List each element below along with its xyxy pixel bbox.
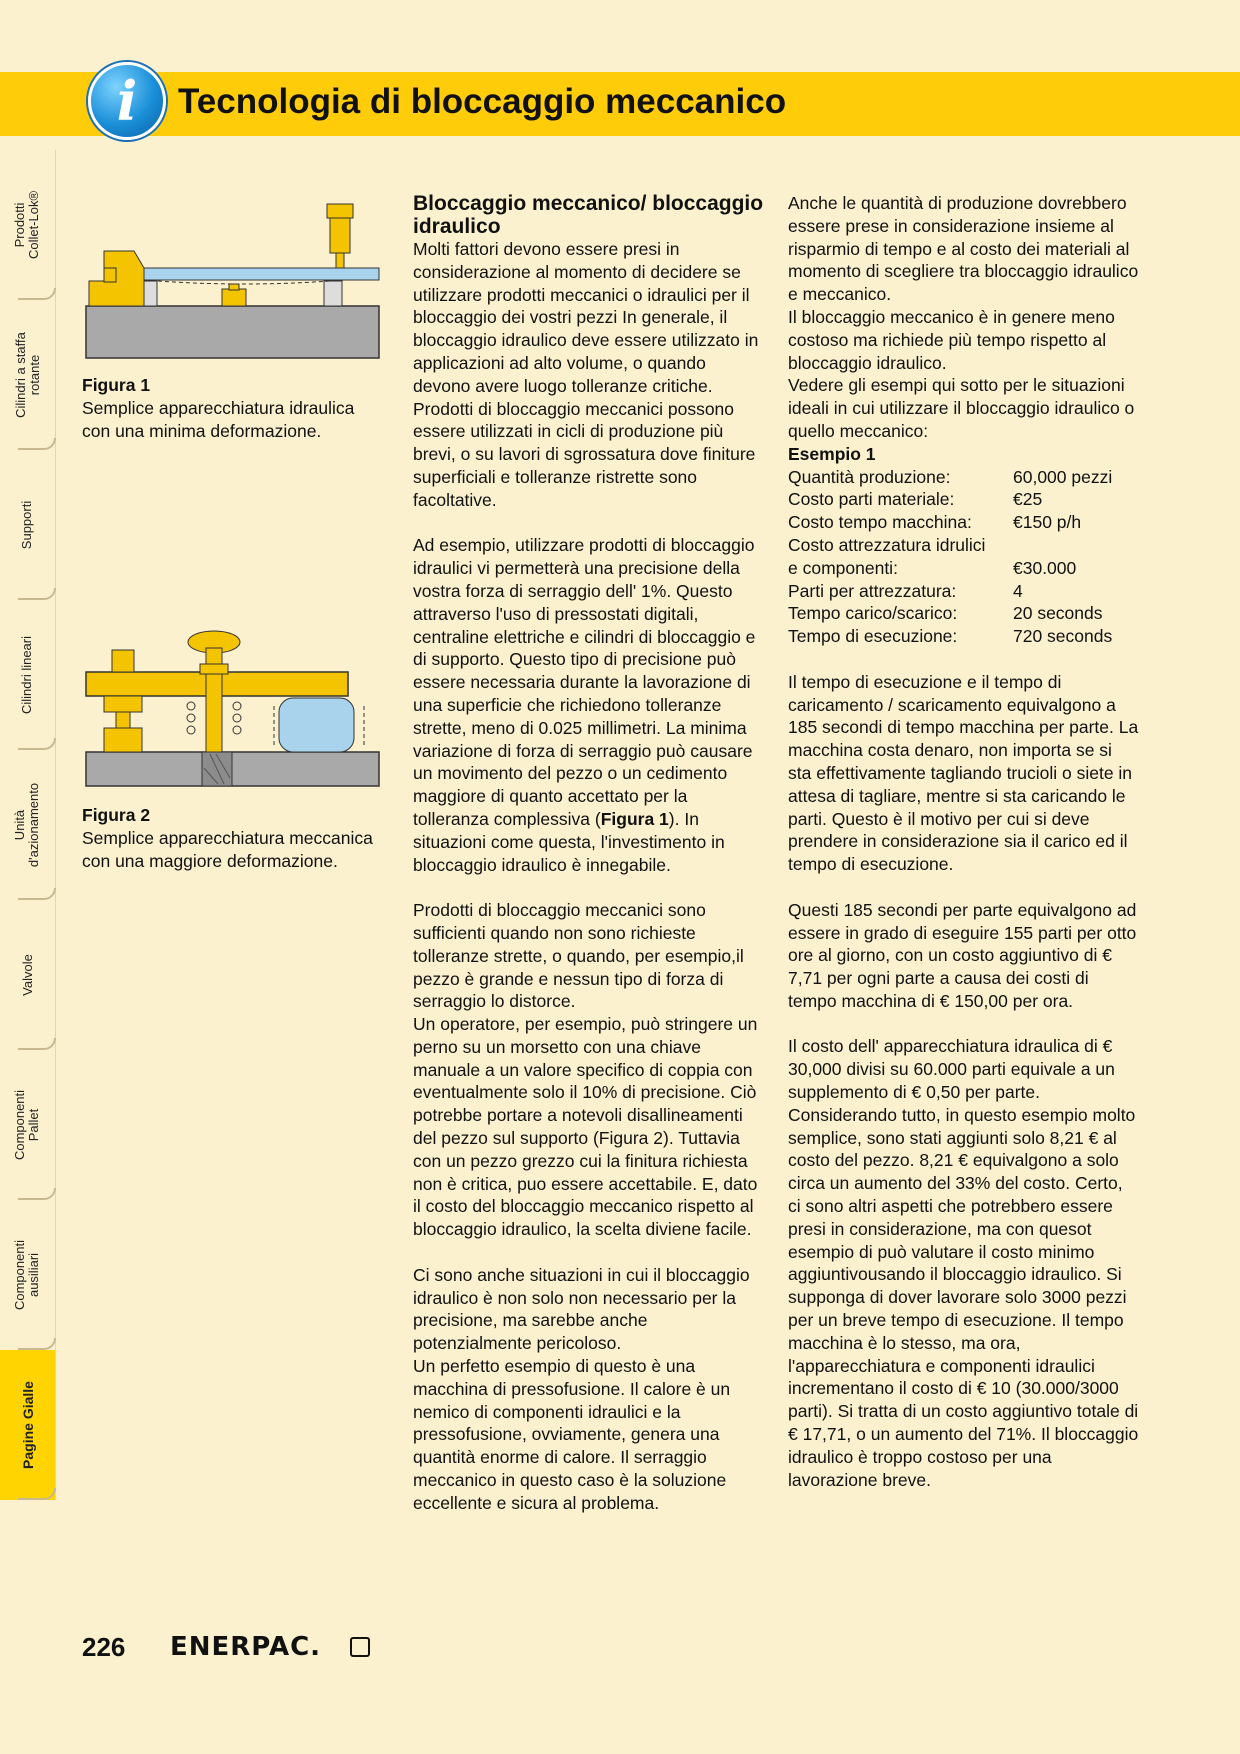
side-tab-label: Supporti [19,500,35,550]
side-tab-label: Pagine Gialle [19,1381,36,1469]
paragraph: Ad esempio, utilizzare prodotti di bloccaggio idraulici vi permetterà una precisione della vostra forza di serraggio dell' 1%. Questo attraverso l'uso di pressostati digitali, centraline elettriche e cilindri di bloccaggio e di supporto. Questo tipo di precisione può essere necessaria durante la lavorazione di una superficie che richiedono tolleranze strette, meno di 0.025 millimetri. La minima variazione di forza di serraggio può causare un movimento del pezzo o un cedimento maggiore di quanto accettato per la tolleranza complessiva (Figura 1). In situazioni come questa, l'investimento in bloccaggio idraulico è innegabile. [413,535,756,875]
spec-value: 20 seconds [1013,603,1103,624]
table-row [788,602,1140,625]
side-tab[interactable] [0,300,56,450]
figure-1-text: Semplice apparecchiatura idraulica con una minima deformazione. [82,398,355,441]
side-tab-label: Valvole [19,954,35,996]
example-title: Esempio 1 [788,443,876,464]
side-tabs [0,150,58,1500]
paragraph: Il tempo di esecuzione e il tempo di caricamento / scaricamento equivalgono a 185 secondi di tempo macchina per parte. La macchina costa denaro, non importa se si sta effettivamente tagliando trucioli o siete in attesa di tagliare, mentre si sta caricando le parti. Questo è il motivo per cui si deve prendere in considerazione sia il carico ed il tempo di esecuzione. [788,671,1139,875]
side-tab[interactable] [0,1200,56,1350]
side-tab[interactable] [0,450,56,600]
side-tab[interactable] [0,600,56,750]
side-tab[interactable] [0,750,56,900]
paragraph: Questi 185 secondi per parte equivalgono ad essere in grado di eseguire 155 parti per otto ore al giorno, con un costo aggiuntivo di € 7,71 per ogni parte a causa dei costi di tempo macchina di € 150,00 per ora. [788,899,1137,1011]
paragraph: Prodotti di bloccaggio meccanici sono sufficienti quando non sono richieste tolleranze strette, o quando, per esempio,il pezzo è grande e nessun tipo di forza di serraggio lo distorce. [413,900,744,1012]
side-tab[interactable] [0,1050,56,1200]
article-column-2 [413,192,765,1537]
page-number: 226 [82,1632,126,1662]
brand-mark-icon [350,1637,370,1657]
page-title: Tecnologia di bloccaggio meccanico [178,82,787,121]
spec-label: Costo tempo macchina: [788,512,972,533]
side-tab-label: Prodotti Collet-Lok® [12,190,42,260]
paragraph: Ci sono anche situazioni in cui il bloccaggio idraulico è non solo non necessario per la precisione, ma sarebbe anche potenzialmente pericoloso. [413,1264,750,1354]
side-tab[interactable] [0,150,56,300]
spec-label: Costo attrezzatura idrulici [788,534,986,555]
figure-2-text: Semplice apparecchiatura meccanica con una maggiore deformazione. [82,828,373,871]
side-tab[interactable] [0,900,56,1050]
table-row [788,557,1140,580]
side-tab-label: Componenti Pallet [12,1089,42,1161]
paragraph: Un perfetto esempio di questo è una macchina di pressofusione. Il calore è un nemico di componenti idraulici e la pressofusione, ovviamente, genera una quantità enorme di calore. Il serraggio meccanico in questo caso è la soluzione eccellente e sicura al problema. [413,1356,731,1513]
paragraph: Il bloccaggio meccanico è in genere meno costoso ma richiede più tempo rispetto al bloccaggio idraulico. [788,306,1115,373]
figure-2-caption [82,804,382,873]
section-heading: Bloccaggio meccanico/ bloccaggio idraulico [413,192,764,238]
spec-value: 720 seconds [1013,626,1113,647]
table-row [788,511,1140,534]
example-specs-table [788,466,1140,648]
figure-1-illustration [84,196,384,361]
spec-label: Quantità produzione: [788,466,951,487]
spec-label: Parti per attrezzatura: [788,580,957,601]
table-row [788,488,1140,511]
side-tab-label: Cilindri lineari [19,635,35,715]
spec-value: €30.000 [1013,557,1077,578]
figure-reference: Figura 1 [600,808,669,829]
side-tab-label: Componenti ausiliari [12,1239,42,1311]
side-tab-label: Unità d'azionamento [12,782,42,868]
side-tab[interactable] [0,1350,56,1500]
info-icon: i [88,62,166,140]
paragraph: Un operatore, per esempio, può stringere un perno su un morsetto con una chiave manuale a un valore specifico di coppia con eventualmente solo il 10% di precisione. Ciò potrebbe portare a notevoli disallineamenti del pezzo sul supporto (Figura 2). Tuttavia con un pezzo grezzo cui la finitura richiesta non è critica, puo essere accettabile. E, dato il costo del bloccaggio meccanico rispetto al bloccaggio idraulico, la scelta diviene facile. [413,1014,758,1240]
spec-value [1013,534,1140,557]
figure-1-caption [82,374,382,443]
paragraph: Il costo dell' apparecchiatura idraulica di € 30,000 divisi su 60.000 parti equivale a un supplemento di € 0,50 per parte. Considerando tutto, in questo esempio molto semplice, sono stati aggiunti solo 8,21 € al costo del pezzo. 8,21 € equivalgono a solo circa un aumento del 33% del costo. Certo, ci sono altri aspetti che potrebbero essere presi in considerazione, ma con quesot esempio di può valutare il costo minimo aggiuntivousando il bloccaggio idraulico. Si supponga di dover lavorare solo 3000 pezzi per un breve tempo di esecuzione. Il tempo macchina è lo stesso, ma ora, l'apparecchiatura e componenti idraulici incrementano il costo di € 10 (30.000/3000 parti). Si tratta di un costo aggiuntivo totale di € 17,71, o un aumento del 71%. Il bloccaggio idraulico è troppo costoso per una lavorazione breve. [788,1036,1139,1490]
spec-label: e componenti: [788,557,898,578]
side-tab-label: Cilindri a staffa rotante [12,332,42,418]
figure-2-illustration [84,628,384,790]
figure-1-title: Figura 1 [82,375,151,395]
table-row [788,625,1140,648]
spec-value: €150 p/h [1013,512,1082,533]
brand-logo: ENERPAC. [170,1632,322,1662]
table-row [788,580,1140,603]
paragraph: Molti fattori devono essere presi in considerazione al momento di decidere se utilizzare prodotti meccanici o idraulici per il bloccaggio dei vostri pezzi In generale, il bloccaggio idraulico deve essere utilizzato in applicazioni ad alto volume, o quando devono avere luogo tolleranze critiche. Prodotti di bloccaggio meccanici possono essere utilizzati in cicli di produzione più brevi, o su lavori di sgrossatura dove finiture superficiali e tolleranze ristrette sono facoltative. [413,239,759,510]
spec-value: 4 [1013,580,1023,601]
spec-label: Tempo di esecuzione: [788,626,958,647]
paragraph: Vedere gli esempi qui sotto per le situazioni ideali in cui utilizzare il bloccaggio idraulico o quello meccanico: [788,375,1135,441]
spec-value: 60,000 pezzi [1013,466,1113,487]
figure-2-title: Figura 2 [82,805,151,825]
spec-value: €25 [1013,489,1043,510]
table-row [788,534,1140,557]
spec-label: Tempo carico/scarico: [788,603,958,624]
article-column-3 [788,192,1140,1514]
paragraph: Anche le quantità di produzione dovrebbero essere prese in considerazione insieme al risparmio di tempo e al costo dei materiali al momento di scegliere tra bloccaggio idraulico e meccanico. [788,193,1139,305]
spec-label: Costo parti materiale: [788,489,955,510]
table-row [788,466,1140,489]
